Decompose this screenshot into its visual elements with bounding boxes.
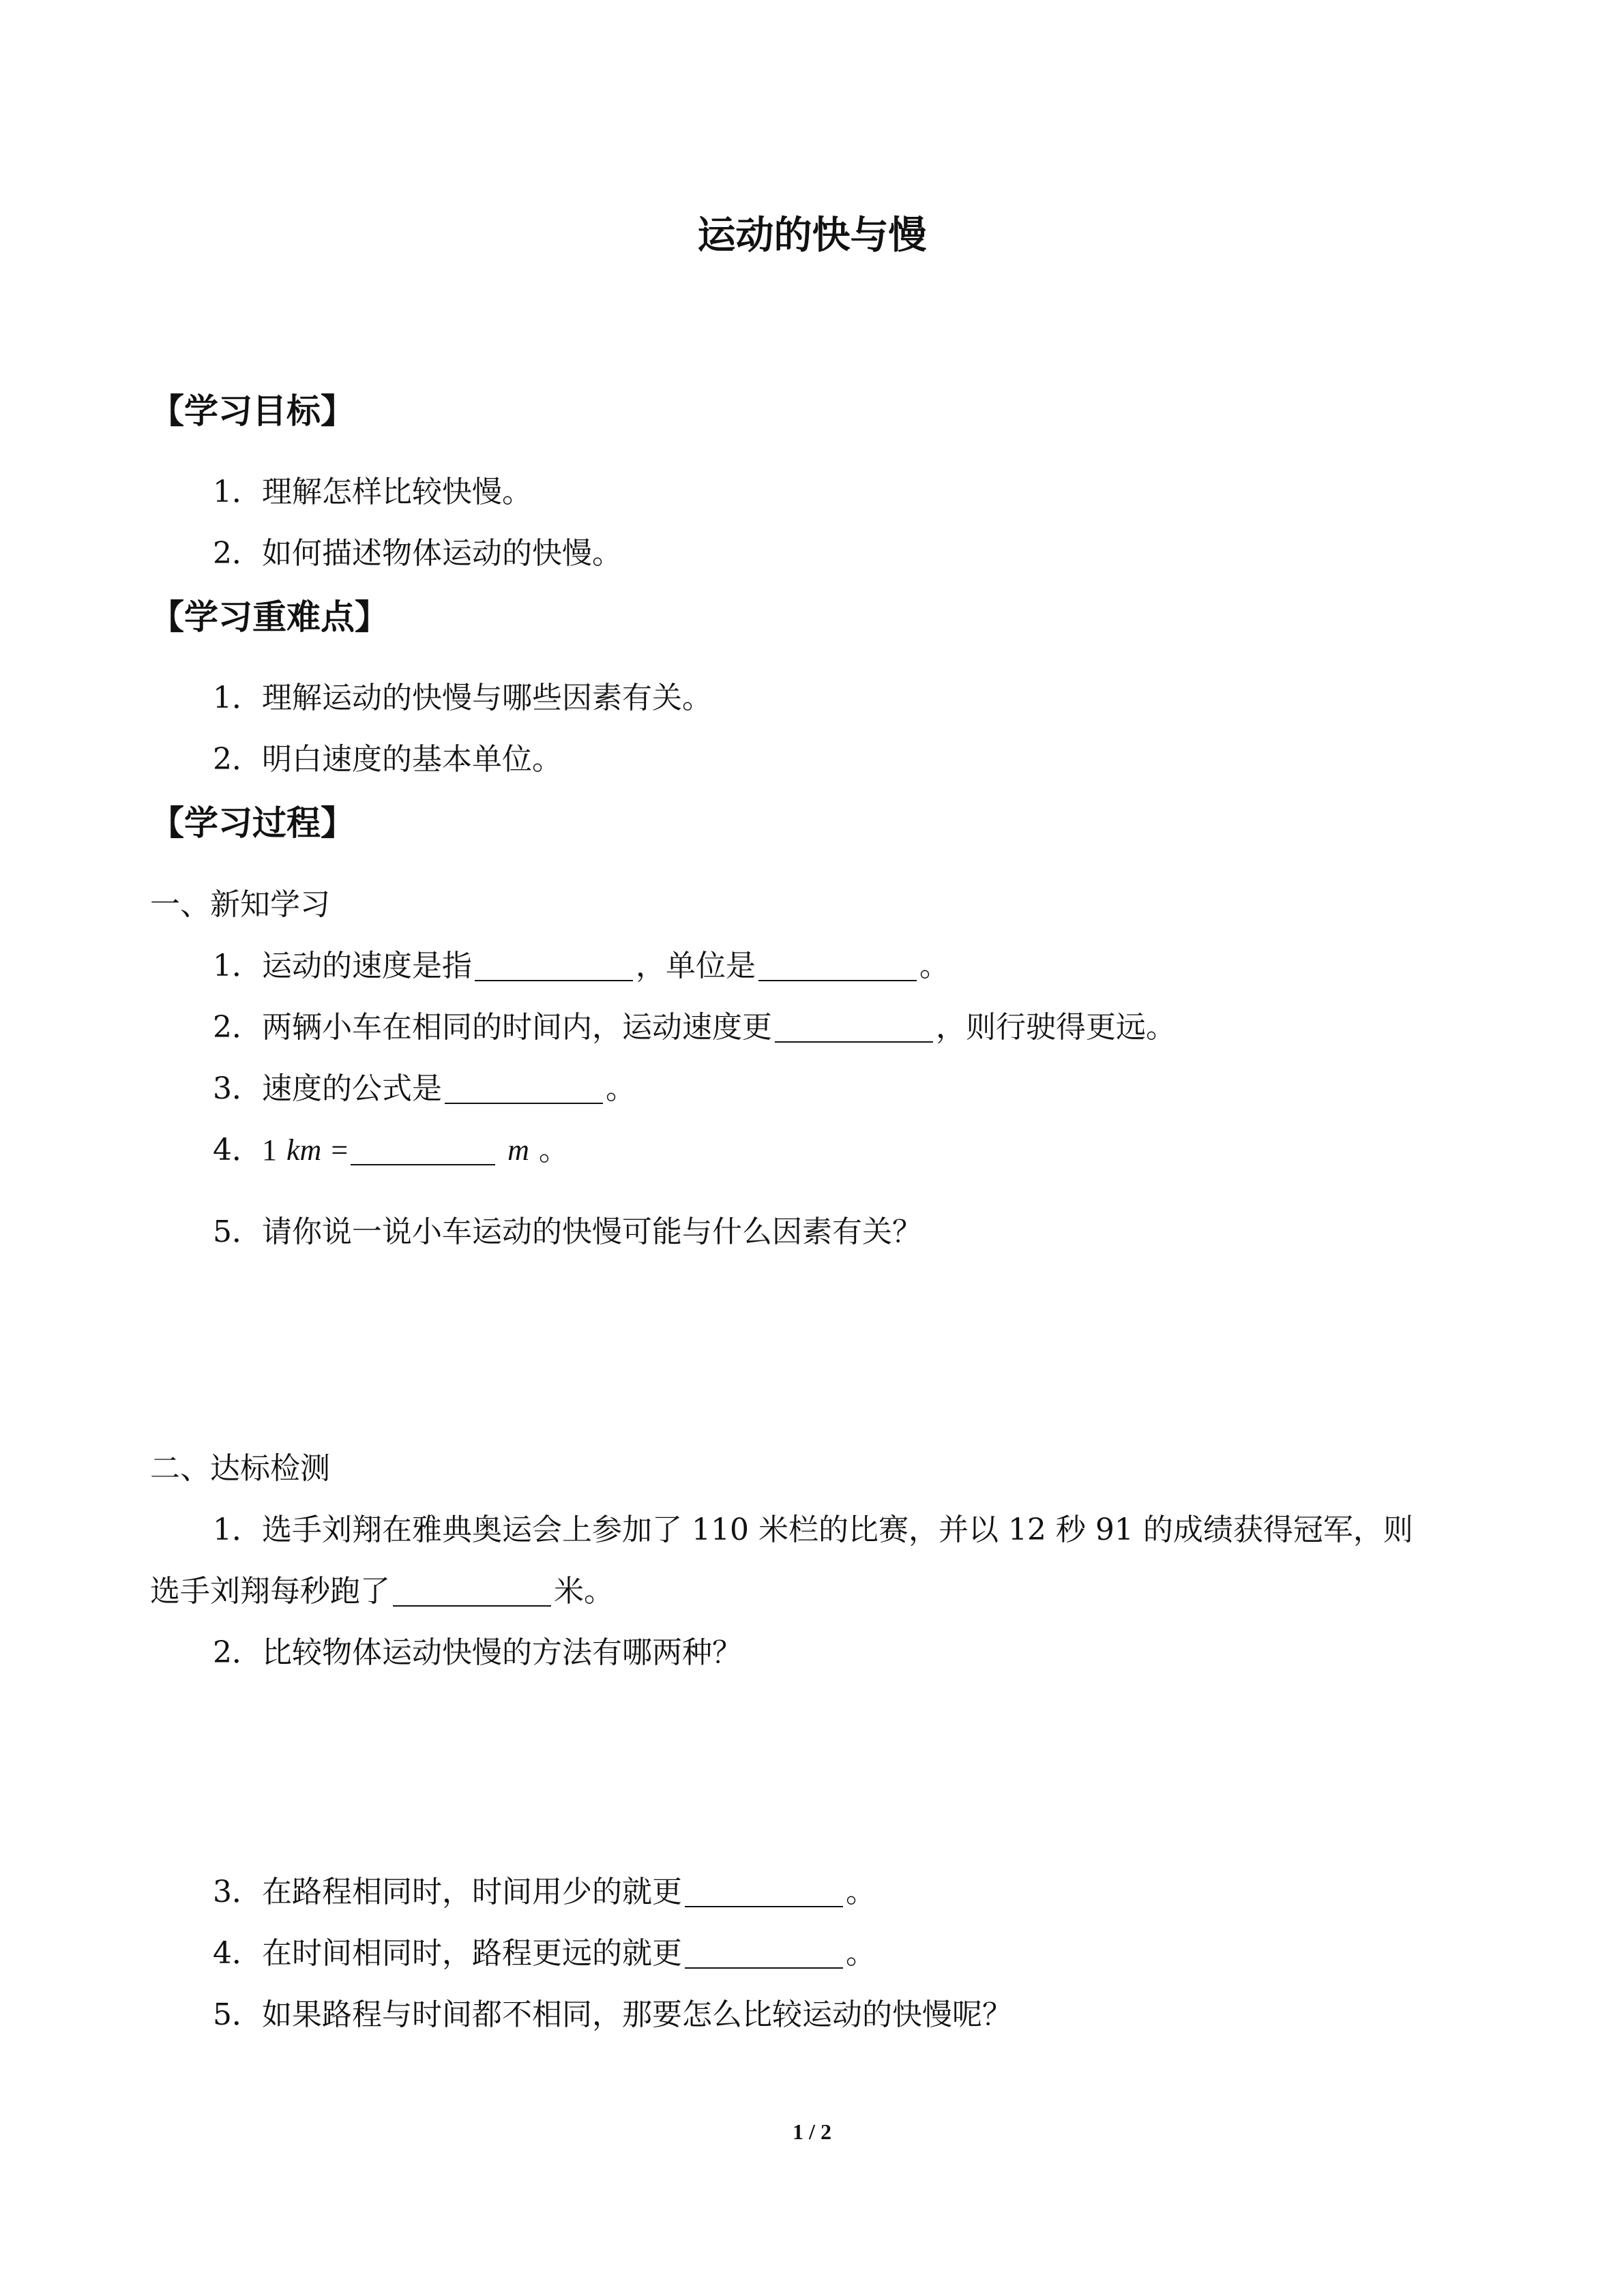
new-knowledge-q3 bbox=[213, 1071, 636, 1106]
test-q3 bbox=[213, 1877, 876, 1907]
new-knowledge-q2 bbox=[213, 1010, 1176, 1045]
fill-blank[interactable] bbox=[445, 1075, 603, 1104]
question-text: 。 bbox=[538, 1133, 569, 1167]
question-text: ，单位是 bbox=[636, 949, 756, 983]
test-q1-line2 bbox=[150, 1574, 614, 1609]
question-text: 。 bbox=[919, 949, 949, 983]
item-number: 2． bbox=[213, 1010, 262, 1045]
test-q2 bbox=[213, 1635, 742, 1670]
item-text: 理解怎样比较快慢。 bbox=[262, 475, 532, 509]
item-number: 1． bbox=[213, 475, 262, 509]
unit-m: m bbox=[507, 1133, 529, 1167]
item-number: 4． bbox=[213, 1936, 262, 1971]
test-q1-line1 bbox=[213, 1512, 1413, 1547]
formula-value: 1 bbox=[262, 1133, 277, 1167]
item-number: 4． bbox=[213, 1133, 262, 1167]
question-text: 运动的速度是指 bbox=[262, 949, 472, 983]
new-knowledge-q1 bbox=[213, 951, 949, 981]
item-number: 1． bbox=[213, 949, 262, 983]
objectives-heading: 【学习目标】 bbox=[150, 391, 355, 431]
question-text: 请你说一说小车运动的快慢可能与什么因素有关？ bbox=[262, 1214, 922, 1249]
item-number: 3． bbox=[213, 1071, 262, 1106]
question-text: 两辆小车在相同的时间内，运动速度更 bbox=[262, 1010, 772, 1045]
item-number: 2． bbox=[213, 742, 262, 777]
item-number: 1． bbox=[213, 681, 262, 715]
process-heading: 【学习过程】 bbox=[150, 803, 355, 843]
fill-blank[interactable] bbox=[685, 1879, 843, 1907]
objective-item-1 bbox=[213, 477, 532, 507]
item-number: 5． bbox=[213, 1214, 262, 1249]
question-text: 。 bbox=[606, 1071, 636, 1106]
question-text: 在时间相同时，路程更远的就更 bbox=[262, 1936, 682, 1971]
item-number: 2． bbox=[213, 536, 262, 571]
item-text: 明白速度的基本单位。 bbox=[262, 742, 562, 777]
fill-blank[interactable] bbox=[685, 1940, 843, 1969]
test-q5 bbox=[213, 1997, 1012, 2032]
item-number: 5． bbox=[213, 1997, 262, 2032]
question-text: 选手刘翔在雅典奥运会上参加了 110 米栏的比赛，并以 12 秒 91 的成绩获得冠军，则 bbox=[262, 1512, 1413, 1547]
question-text: 选手刘翔每秒跑了 bbox=[150, 1574, 390, 1609]
page-title: 运动的快与慢 bbox=[697, 213, 927, 258]
question-text: 在路程相同时，时间用少的就更 bbox=[262, 1875, 682, 1909]
new-knowledge-q4 bbox=[213, 1135, 569, 1165]
key-point-item-1 bbox=[213, 683, 712, 713]
test-heading: 二、达标检测 bbox=[150, 1451, 330, 1486]
fill-blank[interactable] bbox=[351, 1137, 495, 1165]
item-number: 3． bbox=[213, 1875, 262, 1909]
question-text: 米。 bbox=[554, 1574, 614, 1609]
item-text: 理解运动的快慢与哪些因素有关。 bbox=[262, 681, 712, 715]
test-q4 bbox=[213, 1936, 876, 1971]
question-text: 速度的公式是 bbox=[262, 1071, 442, 1106]
fill-blank[interactable] bbox=[393, 1578, 551, 1607]
question-text: 。 bbox=[846, 1875, 876, 1909]
new-knowledge-heading: 一、新知学习 bbox=[150, 887, 330, 922]
question-text: 比较物体运动快慢的方法有哪两种？ bbox=[262, 1635, 742, 1670]
unit-km: km bbox=[286, 1133, 322, 1167]
fill-blank[interactable] bbox=[775, 1014, 933, 1043]
question-text: 如果路程与时间都不相同，那要怎么比较运动的快慢呢？ bbox=[262, 1997, 1012, 2032]
equals-sign: = bbox=[331, 1133, 349, 1167]
key-point-item-2 bbox=[213, 742, 562, 777]
item-text: 如何描述物体运动的快慢。 bbox=[262, 536, 622, 571]
key-points-heading: 【学习重难点】 bbox=[150, 597, 389, 637]
new-knowledge-q5 bbox=[213, 1214, 922, 1249]
fill-blank[interactable] bbox=[758, 953, 917, 981]
objective-item-2 bbox=[213, 536, 622, 571]
question-text: 。 bbox=[846, 1936, 876, 1971]
item-number: 1． bbox=[213, 1512, 262, 1547]
page-number: 1 / 2 bbox=[793, 2119, 831, 2144]
fill-blank[interactable] bbox=[475, 953, 633, 981]
question-text: ，则行驶得更远。 bbox=[936, 1010, 1176, 1045]
item-number: 2． bbox=[213, 1635, 262, 1670]
